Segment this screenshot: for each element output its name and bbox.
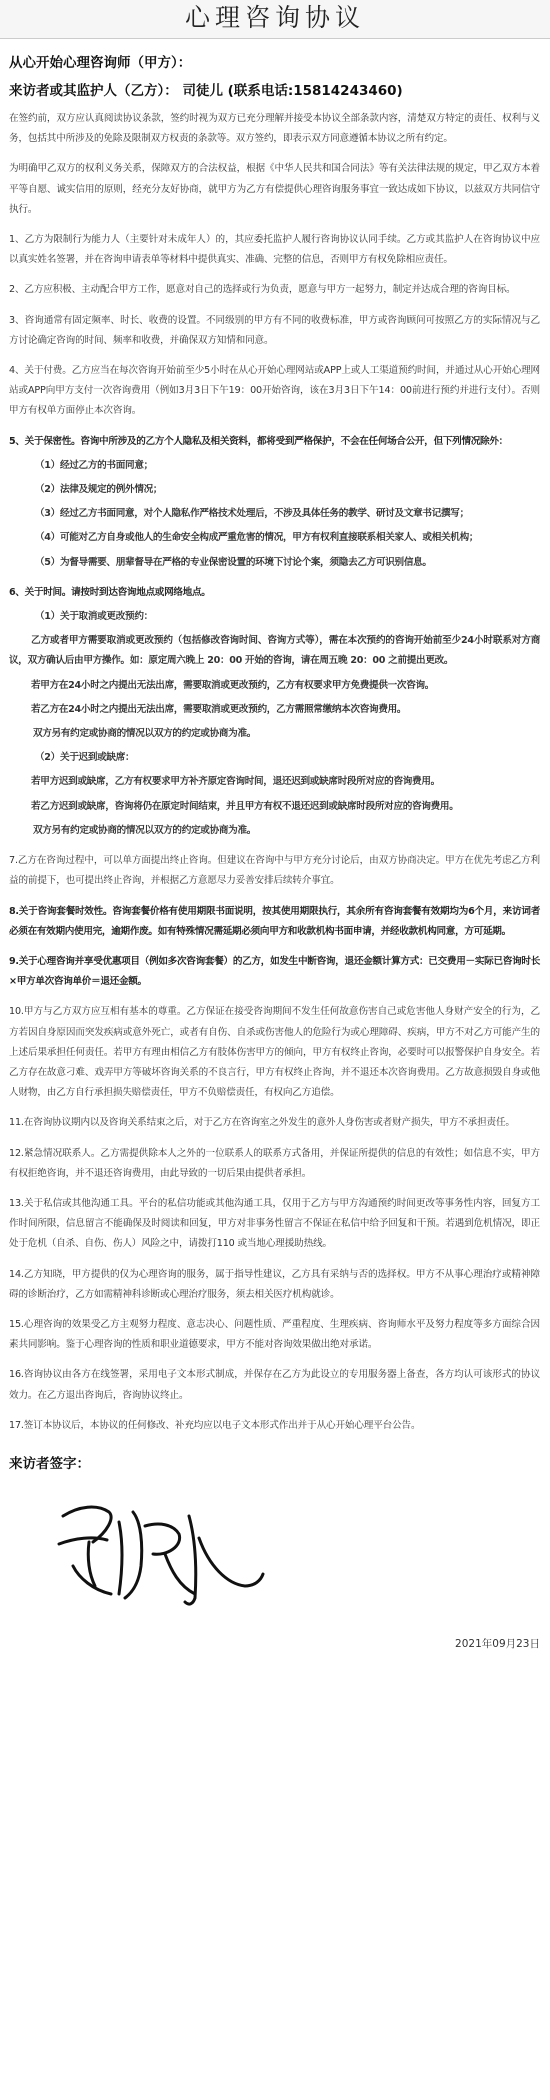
purpose-paragraph: 为明确甲乙双方的权利义务关系，保障双方的合法权益，根据《中华人民共和国合同法》等有关法律法规的规定，甲乙双方本着平等自愿、诚实信用的原则，经充分友好协商，就甲方为乙方有偿提供心理咨询服务事宜一致达成如下协议，以兹双方共同信守执行。: [9, 163, 540, 215]
clause-6-1-paragraph: 乙方或者甲方需要取消或更改预约（包括修改咨询时间、咨询方式等），需在本次预约的咨询开始前至少24小时联系对方商议，双方确认后由甲方操作。如：原定周六晚上 20：00 开始的咨询，请在周五晚 20：00 之前提出更改。: [9, 635, 540, 667]
clause-5-item: （3）经过乙方书面同意，对个人隐私作严格技术处理后，不涉及具体任务的教学、研讨及文章书记撰写；: [35, 508, 469, 520]
clause-6-1-paragraph: 若乙方在24小时之内提出无法出席，需要取消或更改预约，乙方需照常缴纳本次咨询费用。: [31, 703, 407, 715]
signature-area: [9, 1472, 540, 1622]
page-title: 心理咨询协议: [184, 3, 365, 32]
clause-8: 8.关于咨询套餐时效性。咨询套餐价格有使用期限书面说明，按其使用期限执行，其余所有咨询套餐有效期均为6个月，来访词者必须在有效期内使用完，逾期作废。如有特殊情况需延期必须向甲方和收款机构书面申请，并经收款机构同意，方可延期。: [9, 905, 540, 937]
handwritten-signature: [49, 1482, 279, 1612]
intro-paragraph: 在签约前，双方应认真阅读协议条款，签约时视为双方已充分理解并接受本协议全部条款内容，清楚双方特定的责任、权利与义务，包括其中所涉及的免除及限制双方权责的条款等。双方签约，即表示双方同意遵循本协议之所有约定。: [9, 113, 540, 145]
signature-label: 来访者签字：: [9, 1455, 90, 1472]
clause-11: 11.在咨询协议期内以及咨询关系结束之后，对于乙方在咨询室之外发生的意外人身伤害或者财产损失，甲方不承担责任。: [9, 1117, 515, 1129]
clause-4: 4、关于付费。乙方应当在每次咨询开始前至少5小时在从心开始心理网站或APP上或人工渠道预约时间，并通过从心开始心理网站或APP向甲方支付一次咨询费用（例如3月3日下午19：00开始咨询，该在3月3日下午14：00前进行预约并进行支付）。否则甲方有权单方面停止本次咨询。: [9, 365, 540, 417]
party-b-line: 来访者或其监护人（乙方）： 司徒儿 (联系电话:15814243460): [9, 83, 403, 99]
clause-10: 10.甲方与乙方双方应互相有基本的尊重。乙方保证在接受咨询期间不发生任何故意伤害自己或危害他人身财产安全的行为，乙方若因自身原因而突发疾病或意外死亡，或者有自伤、自杀或伤害他人的危险行为或心理障碍、疾病，甲方不对乙方可能产生的上述后果承担任何责任。若甲方有理由相信乙方有肢体伤害甲方的倾向，甲方有权终止咨询，必要时可以报警保护自身安全。若乙方存在故意刁难、戏弄甲方等破坏咨询关系的不良言行，甲方有权终止咨询，并不退还本次咨询费用。乙方故意损毁自身或他人财物，由乙方自行承担损失赔偿责任，甲方不负赔偿责任，有权向乙方追偿。: [9, 1006, 540, 1099]
clause-1: 1、乙方为限制行为能力人（主要针对未成年人）的，其应委托监护人履行咨询协议认同手续。乙方或其监护人在咨询协议中应以真实姓名签署，并在咨询申请表单等材料中提供真实、准确、完整的信息，否则甲方有权免除相应责任。: [9, 234, 540, 266]
clause-16: 16.咨询协议由各方在线签署，采用电子文本形式制成，并保存在乙方为此设立的专用服务器上备查，各方均认可该形式的协议效力。在乙方退出咨询后，咨询协议终止。: [9, 1369, 540, 1401]
clause-12: 12.紧急情况联系人。乙方需提供除本人之外的一位联系人的联系方式备用，并保证所提供的信息的有效性；如信息不实，甲方有权拒绝咨询，并不退还咨询费用，由此导致的一切后果由提供者承担。: [9, 1147, 540, 1179]
title-bar: [0, 0, 550, 39]
clause-6-2-paragraph: 若乙方迟到或缺席，咨询将仍在原定时间结束，并且甲方有权不退还迟到或缺席时段所对应的咨询费用。: [31, 800, 459, 812]
clause-5-item: （4）可能对乙方自身或他人的生命安全构成严重危害的情况，甲方有权利直接联系相关家人、或相关机构；: [35, 532, 479, 544]
clause-5: 5、关于保密性。咨询中所涉及的乙方个人隐私及相关资料，都将受到严格保护，不会在任何场合公开，但下列情况除外：: [9, 435, 508, 447]
signature-date: 2021年09月23日: [455, 1637, 540, 1650]
clause-6: 6、关于时间。请按时到达咨询地点或网络地点。: [9, 586, 211, 598]
clause-2: 2、乙方应积极、主动配合甲方工作，愿意对自己的选择或行为负责，愿意与甲方一起努力，制定并达成合理的咨询目标。: [9, 284, 516, 296]
clause-5-item: （1）经过乙方的书面同意；: [35, 459, 153, 471]
clause-14: 14.乙方知晓，甲方提供的仅为心理咨询的服务，属于指导性建议，乙方具有采纳与否的选择权。甲方不从事心理治疗或精神障碍的诊断治疗，乙方如需精神科诊断或心理治疗服务，须去相关医疗机构就诊。: [9, 1268, 540, 1300]
clause-17: 17.签订本协议后，本协议的任何修改、补充均应以电子文本形式作出并于从心开始心理平台公告。: [9, 1419, 421, 1431]
clause-6-2-heading: （2）关于迟到或缺席：: [35, 752, 135, 764]
clause-6-1-paragraph: 双方另有约定或协商的情况以双方的约定或协商为准。: [33, 728, 257, 740]
clause-15: 15.心理咨询的效果受乙方主观努力程度、意志决心、问题性质、严重程度、生理疾病、咨询师水平及努力程度等多方面综合因素共同影响。鉴于心理咨询的性质和职业道德要求，甲方不能对咨询效果做出绝对承诺。: [9, 1318, 540, 1351]
clause-3: 3、咨询通常有固定频率、时长、收费的设置。不同级别的甲方有不同的收费标准，甲方或咨询顾问可按照乙方的实际情况与乙方讨论确定咨询的时间、频率和收费，并确保双方知情和同意。: [9, 314, 540, 346]
clause-6-1-paragraph: 若甲方在24小时之内提出无法出席，需要取消或更改预约，乙方有权要求甲方免费提供一次咨询。: [31, 679, 435, 691]
clause-7: 7.乙方在咨询过程中，可以单方面提出终止咨询。但建议在咨询中与甲方充分讨论后，由双方协商决定。甲方在优先考虑乙方利益的前提下，也可提出终止咨询，并根据乙方意愿尽力妥善安排后续转介事宜。: [9, 855, 540, 887]
clause-5-item: （2）法律及规定的例外情况；: [35, 484, 163, 496]
clause-6-1-heading: （1）关于取消或更改预约：: [35, 611, 153, 623]
party-a-line: 从心开始心理咨询师（甲方）：: [9, 55, 192, 71]
clause-9: 9.关于心理咨询并享受优惠项目（例如多次咨询套餐）的乙方，如发生中断咨询，退还金额计算方式：已交费用－实际已咨询时长×甲方单次咨询单价＝退还金额。: [9, 955, 540, 988]
clause-6-2-paragraph: 若甲方迟到或缺席，乙方有权要求甲方补齐原定咨询时间，退还迟到或缺席时段所对应的咨询费用。: [31, 776, 440, 788]
clause-13: 13.关于私信或其他沟通工具。平台的私信功能或其他沟通工具，仅用于乙方与甲方沟通预约时间更改等事务性内容，回复方工作时间所限，信息留言不能确保及时阅读和回复，甲方对非事务性留言不保证在私信中给予回复和干预。若遇到危机情况，即正处于危机（自杀、自伤、伤人）风险之中，请拨打110 或当地心理援助热线。: [9, 1197, 540, 1250]
clause-6-2-paragraph: 双方另有约定或协商的情况以双方的约定或协商为准。: [33, 824, 257, 836]
agreement-body: [0, 53, 550, 1651]
clause-5-item: （5）为督导需要、朋辈督导在严格的专业保密设置的环境下讨论个案，须隐去乙方可识别信息。: [35, 556, 432, 568]
